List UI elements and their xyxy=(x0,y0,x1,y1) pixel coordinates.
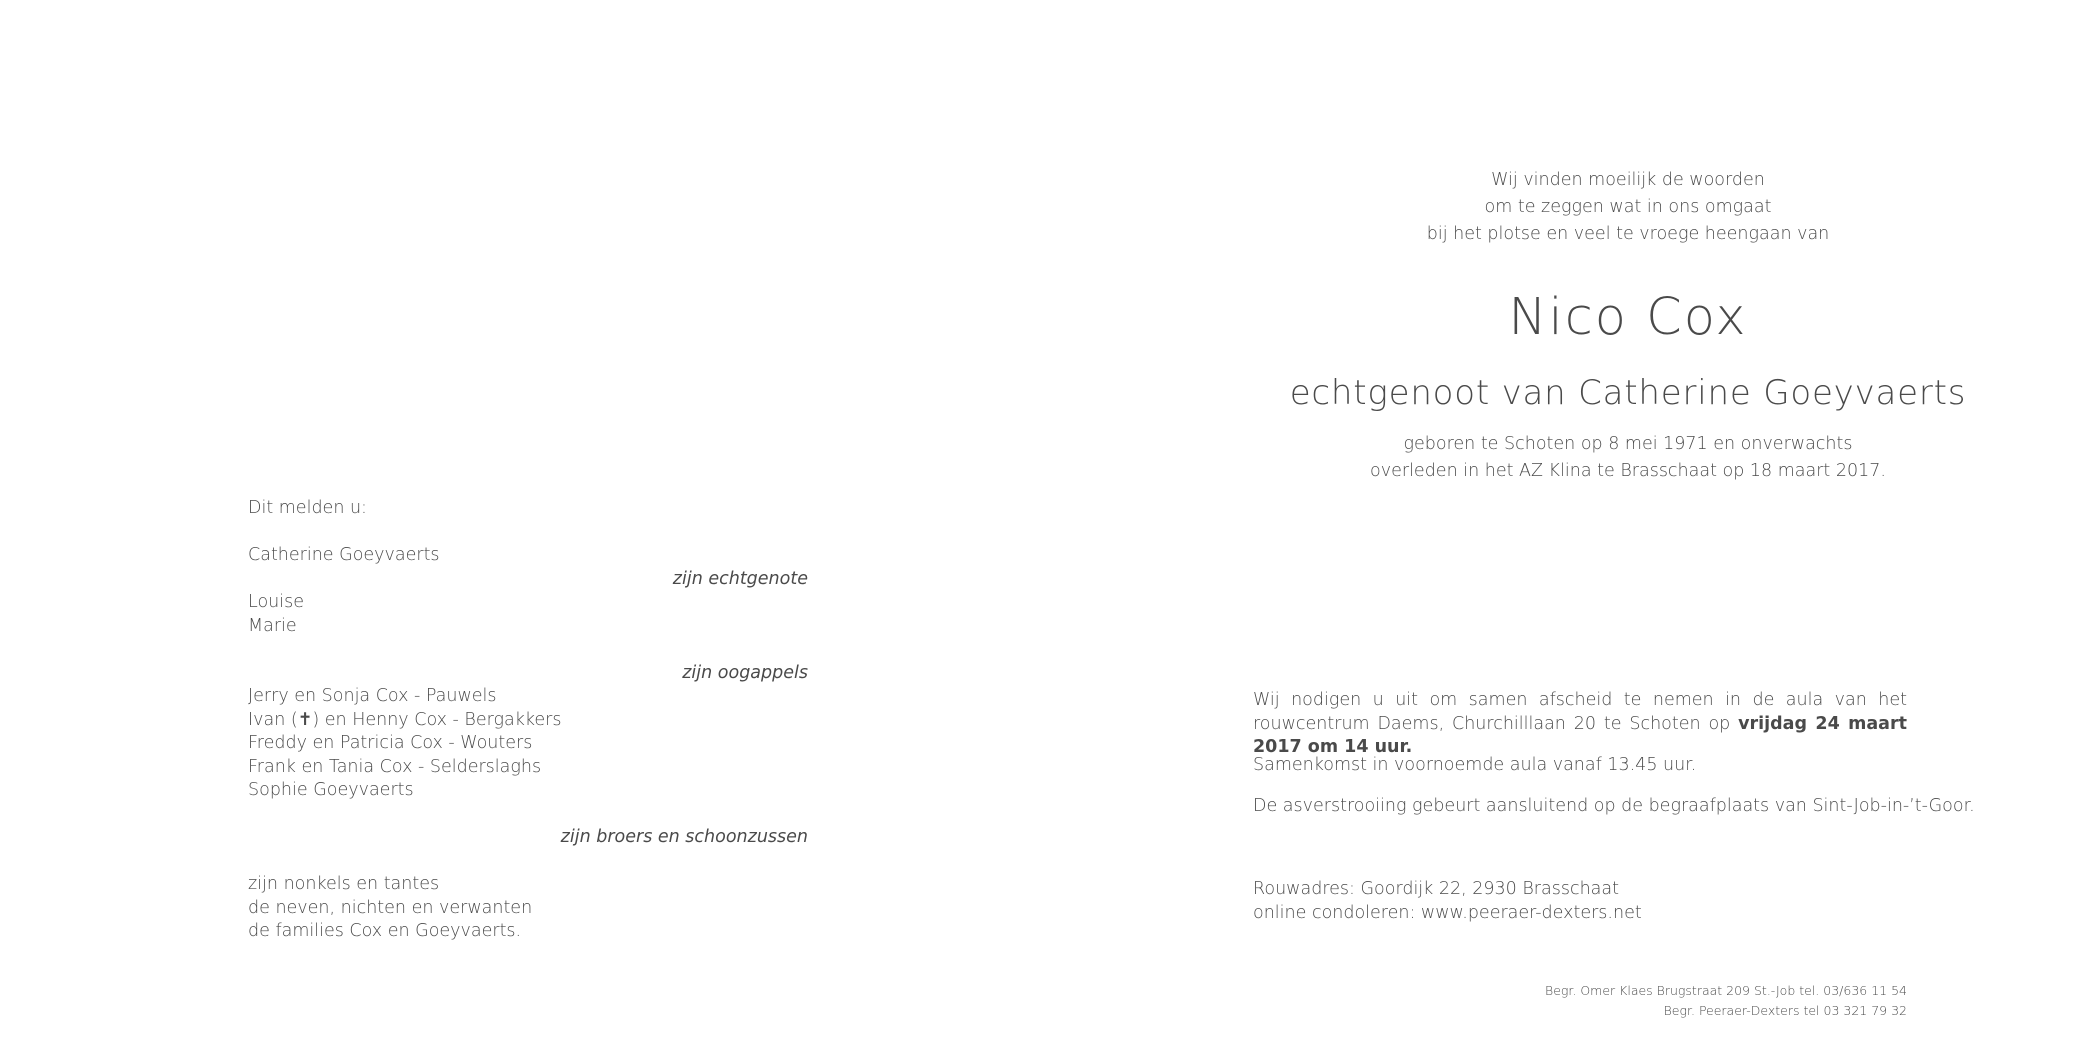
right-page xyxy=(1049,0,2098,1049)
undertaker-line: Begr. Omer Klaes Brugstraat 209 St.-Job tel. 03/636 11 54 xyxy=(1545,983,1907,998)
birth-death-info xyxy=(1249,431,2007,485)
invitation-date: vrijdag 24 maart 2017 om 14 uur. xyxy=(1253,713,1907,757)
funeral-invitation xyxy=(1253,689,1907,760)
sibling-name: Sophie Goeyvaerts xyxy=(248,780,414,800)
ashes-info: De asverstrooiing gebeurt aansluitend op de begraafplaats van Sint-Job-in-’t-Goor. xyxy=(1253,796,1975,816)
sibling-name: Ivan (✝) en Henny Cox - Bergakkers xyxy=(248,709,562,730)
intro-line: om te zeggen wat in ons omgaat xyxy=(1484,197,1772,217)
children-role: zijn oogappels xyxy=(682,662,808,683)
undertaker-info xyxy=(1349,981,1907,1021)
child-name: Marie xyxy=(248,615,297,636)
intro-verse xyxy=(1249,167,2007,248)
family-announcement xyxy=(248,497,808,944)
sibling-name: Freddy en Patricia Cox - Wouters xyxy=(248,733,533,753)
announcement-intro: Dit melden u: xyxy=(248,498,367,518)
sibling-name: Jerry en Sonja Cox - Pauwels xyxy=(248,686,497,706)
spouse-name: Catherine Goeyvaerts xyxy=(248,545,440,565)
died-line: overleden in het AZ Klina te Brasschaat op 18 maart 2017. xyxy=(1370,461,1886,481)
mourning-address: Rouwadres: Goordijk 22, 2930 Brasschaat xyxy=(1253,879,1619,899)
deceased-name: Nico Cox xyxy=(1508,288,1748,347)
intro-line: bij het plotse en veel te vroege heengaan van xyxy=(1426,224,1830,244)
gathering-info: Samenkomst in voornoemde aula vanaf 13.45 uur. xyxy=(1253,755,1697,775)
extended-family-line: zijn nonkels en tantes xyxy=(248,874,440,894)
undertaker-line: Begr. Peeraer-Dexters tel 03 321 79 32 xyxy=(1663,1003,1907,1018)
online-condolences: online condoleren: www.peeraer-dexters.net xyxy=(1253,902,1642,923)
extended-family-line: de families Cox en Goeyvaerts. xyxy=(248,921,522,941)
siblings-role: zijn broers en schoonzussen xyxy=(560,827,808,847)
child-name: Louise xyxy=(248,592,304,612)
spouse-role: zijn echtgenote xyxy=(672,568,808,589)
intro-line: Wij vinden moeilijk de woorden xyxy=(1491,170,1765,190)
extended-family-line: de neven, nichten en verwanten xyxy=(248,897,533,918)
sibling-name: Frank en Tania Cox - Selderslaghs xyxy=(248,756,542,777)
born-line: geboren te Schoten op 8 mei 1971 en onverwachts xyxy=(1403,434,1853,454)
spouse-line: echtgenoot van Catherine Goeyvaerts xyxy=(1289,373,1967,413)
invitation-text: Wij nodigen u uit om samen afscheid te nemen in de aula van het rouwcentrum Daems, Churchilllaan 20 te Schoten op xyxy=(1253,690,1907,734)
contact-info xyxy=(1253,878,1953,925)
